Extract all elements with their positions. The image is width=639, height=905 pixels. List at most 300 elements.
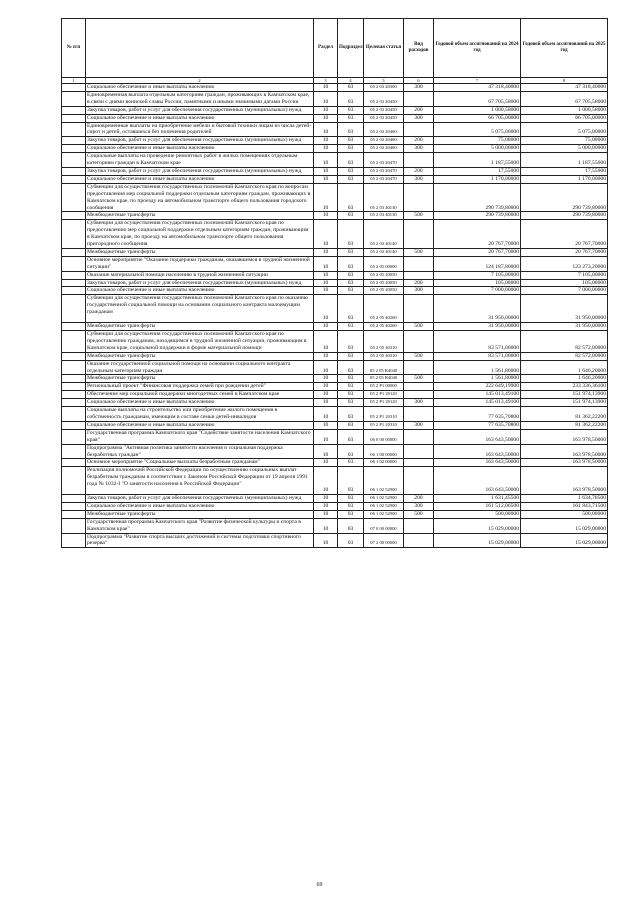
subsection-cell: 03 (338, 429, 364, 444)
amount-2024-cell: 290 739,80000 (434, 183, 521, 212)
subsection-cell: 03 (338, 502, 364, 510)
row-number-cell (62, 122, 86, 137)
amount-2024-cell: 83 571,00000 (434, 352, 521, 360)
target-article-cell: 05 2 P1 20120 (364, 399, 404, 407)
target-article-cell: 05 2 P1 20310 (364, 407, 404, 422)
table-row (62, 407, 608, 422)
table-row (62, 399, 608, 407)
row-number-cell (62, 84, 86, 92)
table-row (62, 220, 608, 249)
table-row (62, 421, 608, 429)
expense-type-cell: 500 (404, 248, 434, 256)
amount-2025-cell: 81 362,22200 (521, 421, 608, 429)
expense-type-cell (404, 407, 434, 422)
table-row (62, 91, 608, 106)
row-number-cell (62, 323, 86, 331)
target-article-cell: 05 2 03 20460 (364, 122, 404, 137)
target-article-cell: 05 2 03 20460 (364, 145, 404, 153)
amount-2025-cell: 290 739,80000 (521, 183, 608, 212)
amount-2025-cell: 500,00000 (521, 510, 608, 518)
table-row (62, 502, 608, 510)
amount-2025-cell: 7 000,00000 (521, 287, 608, 295)
item-name-cell: Государственная программа Камчатского края "Развитие физической культуры и спорта в Камчатском крае" (86, 518, 314, 533)
section-cell: 10 (314, 495, 338, 503)
item-name-cell: Межбюджетные трансферты (86, 352, 314, 360)
expense-type-cell: 200 (404, 106, 434, 114)
table-row (62, 391, 608, 399)
section-cell: 10 (314, 271, 338, 279)
expense-type-cell: 300 (404, 145, 434, 153)
table-body (62, 84, 608, 548)
amount-2025-cell: 151 974,13900 (521, 399, 608, 407)
row-number-cell (62, 360, 86, 375)
section-cell: 10 (314, 518, 338, 533)
amount-2024-cell: 67 705,58000 (434, 91, 521, 106)
section-cell: 10 (314, 220, 338, 249)
section-cell: 10 (314, 421, 338, 429)
amount-2024-cell: 31 950,00000 (434, 323, 521, 331)
amount-2024-cell: 7 105,00000 (434, 271, 521, 279)
subsection-cell: 03 (338, 459, 364, 467)
item-name-cell: Субвенции для осуществления государственных полномочий Камчатского края по вопросам предоставления мер социальной поддержки отдельным категориям граждан, проживающих в Камчатском крае, по проезду на автомобильном транспорте общего пользования городского сообщения (86, 183, 314, 212)
section-cell: 10 (314, 122, 338, 137)
amount-2024-cell: 290 739,80000 (434, 212, 521, 220)
table-row (62, 331, 608, 353)
subsection-cell: 03 (338, 114, 364, 122)
item-name-cell: Социальное обеспечение и иные выплаты населению (86, 502, 314, 510)
subsection-cell: 03 (338, 167, 364, 175)
row-number-cell (62, 137, 86, 145)
row-number-cell (62, 106, 86, 114)
target-article-cell: 05 2 03 40130 (364, 212, 404, 220)
col-number: 4 (338, 78, 364, 84)
amount-2024-cell: 75,00000 (434, 137, 521, 145)
item-name-cell: Межбюджетные трансферты (86, 510, 314, 518)
expense-type-cell: 300 (404, 114, 434, 122)
target-article-cell: 05 2 03 40130 (364, 183, 404, 212)
section-cell: 10 (314, 502, 338, 510)
subsection-cell: 03 (338, 271, 364, 279)
amount-2024-cell: 163 643,50000 (434, 444, 521, 459)
subsection-cell: 03 (338, 352, 364, 360)
col-number: 1 (62, 78, 86, 84)
table-row (62, 295, 608, 323)
expense-type-cell (404, 360, 434, 375)
section-cell: 10 (314, 287, 338, 295)
subsection-cell: 03 (338, 84, 364, 92)
subsection-cell: 03 (338, 407, 364, 422)
section-cell: 10 (314, 91, 338, 106)
item-name-cell: Социальное обеспечение и иные выплаты населению (86, 175, 314, 183)
row-number-cell (62, 467, 86, 495)
item-name-cell: Социальные выплаты на проведение ремонтных работ в жилых помещениях отдельным категориям граждан в Камчатском крае (86, 153, 314, 168)
target-article-cell: 05 2 05 20050 (364, 287, 404, 295)
row-number-cell (62, 271, 86, 279)
subsection-cell: 03 (338, 175, 364, 183)
col-header-num: № п/п (62, 19, 86, 78)
amount-2024-cell: 5 000,00000 (434, 145, 521, 153)
subsection-cell: 03 (338, 360, 364, 375)
subsection-cell: 03 (338, 444, 364, 459)
table-row (62, 510, 608, 518)
target-article-cell: 06 1 00 00000 (364, 444, 404, 459)
item-name-cell: Социальные выплаты на строительство или приобретение жилого помещения в собственность гражданам, имеющим в составе семьи детей-инвалидов (86, 407, 314, 422)
target-article-cell: 06 1 02 52900 (364, 495, 404, 503)
target-article-cell: 05 2 03 20450 (364, 114, 404, 122)
expense-type-cell: 500 (404, 323, 434, 331)
subsection-cell: 03 (338, 106, 364, 114)
section-cell: 10 (314, 279, 338, 287)
section-cell: 10 (314, 444, 338, 459)
row-number-cell (62, 256, 86, 271)
target-article-cell: 05 2 03 20470 (364, 167, 404, 175)
section-cell: 10 (314, 256, 338, 271)
amount-2024-cell: 500,00000 (434, 510, 521, 518)
row-number-cell (62, 495, 86, 503)
target-article-cell: 05 2 05 R4040 (364, 375, 404, 383)
expense-type-cell: 300 (404, 421, 434, 429)
expense-type-cell (404, 518, 434, 533)
item-name-cell: Реализация полномочий Российской Федерации по осуществлению социальных выплат безработным гражданам в соответствии с Законом Российской Федерации от 19 апреля 1991 года № 1032-I "О занятости населения в Российской Федерации" (86, 467, 314, 495)
table-row (62, 495, 608, 503)
expense-type-cell: 200 (404, 495, 434, 503)
amount-2025-cell: 1 646,20000 (521, 360, 608, 375)
expense-type-cell: 200 (404, 167, 434, 175)
table-row (62, 167, 608, 175)
section-cell: 10 (314, 459, 338, 467)
target-article-cell: 05 2 03 20470 (364, 175, 404, 183)
row-number-cell (62, 114, 86, 122)
amount-2024-cell: 15 029,00000 (434, 518, 521, 533)
subsection-cell: 03 (338, 391, 364, 399)
subsection-cell: 03 (338, 145, 364, 153)
table-row (62, 137, 608, 145)
item-name-cell: Социальное обеспечение и иные выплаты населению (86, 84, 314, 92)
section-cell: 10 (314, 137, 338, 145)
amount-2024-cell: 5 075,00000 (434, 122, 521, 137)
amount-2024-cell: 161 512,06500 (434, 502, 521, 510)
amount-2024-cell: 163 643,50000 (434, 429, 521, 444)
col-header-subsection: Подраздел (338, 19, 364, 78)
row-number-cell (62, 518, 86, 533)
amount-2025-cell: 5 000,00000 (521, 145, 608, 153)
table-row (62, 383, 608, 391)
amount-2024-cell: 83 571,00000 (434, 331, 521, 353)
expense-type-cell: 300 (404, 84, 434, 92)
amount-2024-cell: 145 013,49100 (434, 391, 521, 399)
row-number-cell (62, 421, 86, 429)
target-article-cell: 06 1 02 00000 (364, 459, 404, 467)
amount-2025-cell: 161 843,71500 (521, 502, 608, 510)
expense-type-cell: 300 (404, 502, 434, 510)
item-name-cell: Закупка товаров, работ и услуг для обеспечения государственных (муниципальных) нужд (86, 137, 314, 145)
target-article-cell: 05 2 03 40140 (364, 220, 404, 249)
expense-type-cell (404, 459, 434, 467)
expense-type-cell (404, 429, 434, 444)
row-number-cell (62, 533, 86, 548)
target-article-cell: 06 0 00 00000 (364, 429, 404, 444)
amount-2024-cell: 1 170,00000 (434, 175, 521, 183)
subsection-cell: 03 (338, 212, 364, 220)
amount-2025-cell: 163 978,50000 (521, 459, 608, 467)
col-number: 2 (86, 78, 314, 84)
table-row (62, 84, 608, 92)
section-cell: 10 (314, 84, 338, 92)
amount-2025-cell: 75,00000 (521, 137, 608, 145)
subsection-cell: 03 (338, 421, 364, 429)
target-article-cell: 05 2 03 20460 (364, 137, 404, 145)
amount-2024-cell: 20 767,70000 (434, 248, 521, 256)
section-cell: 10 (314, 167, 338, 175)
expense-type-cell: 200 (404, 137, 434, 145)
target-article-cell: 06 1 02 52900 (364, 502, 404, 510)
section-cell: 10 (314, 145, 338, 153)
section-cell: 10 (314, 383, 338, 391)
target-article-cell: 07 0 00 00000 (364, 518, 404, 533)
amount-2024-cell: 7 000,00000 (434, 287, 521, 295)
item-name-cell: Субвенции для осуществления государственных полномочий Камчатского края по оказанию государственной социальной помощи на основании социального контракта малоимущим гражданам (86, 295, 314, 323)
subsection-cell: 03 (338, 510, 364, 518)
item-name-cell: Основное мероприятие "Оказание поддержки гражданам, оказавшимся в трудной жизненной ситуации" (86, 256, 314, 271)
section-cell: 10 (314, 360, 338, 375)
expense-type-cell: 200 (404, 279, 434, 287)
row-number-cell (62, 220, 86, 249)
expense-type-cell (404, 220, 434, 249)
amount-2024-cell: 20 767,70000 (434, 220, 521, 249)
table-row (62, 153, 608, 168)
col-header-2025: Годовой объем ассигнований на 2025 год (521, 19, 608, 78)
subsection-cell: 03 (338, 295, 364, 323)
target-article-cell: 05 2 03 20450 (364, 106, 404, 114)
target-article-cell: 05 2 03 20470 (364, 153, 404, 168)
section-cell: 10 (314, 391, 338, 399)
target-article-cell: 05 2 P1 20120 (364, 391, 404, 399)
amount-2025-cell: 123 273,20000 (521, 256, 608, 271)
section-cell: 10 (314, 510, 338, 518)
item-name-cell: Подпрограмма "Развитие спорта высших достижений и системы подготовки спортивного резерва" (86, 533, 314, 548)
section-cell: 10 (314, 399, 338, 407)
subsection-cell: 03 (338, 183, 364, 212)
table-row (62, 248, 608, 256)
table-row (62, 106, 608, 114)
target-article-cell: 05 2 03 20450 (364, 91, 404, 106)
amount-2025-cell: 105,00000 (521, 279, 608, 287)
section-cell: 10 (314, 106, 338, 114)
section-cell: 10 (314, 212, 338, 220)
expense-type-cell: 500 (404, 375, 434, 383)
expense-type-cell (404, 271, 434, 279)
col-header-exp-type: Вид расходов (404, 19, 434, 78)
col-header-name (86, 19, 314, 78)
row-number-cell (62, 331, 86, 353)
amount-2025-cell: 82 572,00000 (521, 331, 608, 353)
item-name-cell: Субвенции для осуществления государственных полномочий Камчатского края по предоставлению мер социальной поддержки отдельным категориям граждан, проживающим в Камчатском крае, по проезду на автомобильном транспорте общего пользования пригородного сообщения (86, 220, 314, 249)
amount-2024-cell: 145 013,49100 (434, 399, 521, 407)
subsection-cell: 03 (338, 331, 364, 353)
amount-2024-cell: 66 705,00000 (434, 114, 521, 122)
target-article-cell: 05 2 P1 20310 (364, 421, 404, 429)
row-number-cell (62, 212, 86, 220)
subsection-cell: 03 (338, 495, 364, 503)
amount-2025-cell: 163 978,50000 (521, 429, 608, 444)
amount-2025-cell: 1 634,78500 (521, 495, 608, 503)
item-name-cell: Единовременная выплата отдельным категориям граждан, проживающих в Камчатском крае, в связи с днями воинской славы России, памятными и иными значимыми датами России (86, 91, 314, 106)
col-header-target: Целевая статья (364, 19, 404, 78)
row-number-cell (62, 248, 86, 256)
item-name-cell: Региональный проект "Финансовая поддержка семей при рождении детей" (86, 383, 314, 391)
item-name-cell: Оказание материальной помощи населению в трудной жизненной ситуации (86, 271, 314, 279)
expense-type-cell (404, 467, 434, 495)
subsection-cell: 03 (338, 248, 364, 256)
expense-type-cell (404, 391, 434, 399)
amount-2025-cell: 81 362,22200 (521, 407, 608, 422)
item-name-cell: Межбюджетные трансферты (86, 323, 314, 331)
item-name-cell: Единовременные выплаты на приобретение мебели и бытовой техники лицам из числа детей-сирот и детей, оставшихся без попечения родителей (86, 122, 314, 137)
table-header-row (62, 19, 608, 78)
amount-2025-cell: 47 318,40000 (521, 84, 608, 92)
expense-type-cell: 500 (404, 212, 434, 220)
item-name-cell: Закупка товаров, работ и услуг для обеспечения государственных (муниципальных) нужд (86, 106, 314, 114)
expense-type-cell (404, 91, 434, 106)
table-row (62, 256, 608, 271)
section-cell: 10 (314, 114, 338, 122)
row-number-cell (62, 502, 86, 510)
amount-2025-cell: 290 739,80000 (521, 212, 608, 220)
col-number: 6 (404, 78, 434, 84)
subsection-cell: 03 (338, 122, 364, 137)
col-number: 5 (364, 78, 404, 84)
col-number: 7 (434, 78, 521, 84)
item-name-cell: Закупка товаров, работ и услуг для обеспечения государственных (муниципальных) нужд (86, 495, 314, 503)
row-number-cell (62, 429, 86, 444)
table-row (62, 459, 608, 467)
expense-type-cell (404, 383, 434, 391)
page-number: 69 (316, 882, 323, 888)
amount-2025-cell: 15 029,00000 (521, 518, 608, 533)
amount-2025-cell: 66 705,00000 (521, 114, 608, 122)
row-number-cell (62, 183, 86, 212)
col-header-section: Раздел (314, 19, 338, 78)
expense-type-cell (404, 153, 434, 168)
amount-2025-cell: 17,55000 (521, 167, 608, 175)
item-name-cell: Подпрограмма "Активная политика занятости населения и социальная поддержка безработных граждан" (86, 444, 314, 459)
target-article-cell: 05 2 05 20050 (364, 279, 404, 287)
amount-2025-cell: 1 170,00000 (521, 175, 608, 183)
expense-type-cell (404, 256, 434, 271)
item-name-cell: Межбюджетные трансферты (86, 375, 314, 383)
row-number-cell (62, 444, 86, 459)
table-row (62, 212, 608, 220)
table-row (62, 114, 608, 122)
amount-2025-cell: 31 950,00000 (521, 295, 608, 323)
amount-2024-cell: 1 561,80000 (434, 375, 521, 383)
table-row (62, 352, 608, 360)
target-article-cell: 05 2 03 20300 (364, 84, 404, 92)
table-row (62, 518, 608, 533)
target-article-cell: 05 2 05 40260 (364, 323, 404, 331)
target-article-cell: 05 2 05 00000 (364, 256, 404, 271)
table-row (62, 122, 608, 137)
section-cell: 10 (314, 331, 338, 353)
section-cell: 10 (314, 352, 338, 360)
subsection-cell: 03 (338, 467, 364, 495)
expense-type-cell (404, 183, 434, 212)
amount-2025-cell: 163 978,50000 (521, 444, 608, 459)
expense-type-cell: 300 (404, 287, 434, 295)
expense-type-cell (404, 331, 434, 353)
row-number-cell (62, 167, 86, 175)
amount-2025-cell: 233 336,36100 (521, 383, 608, 391)
amount-2025-cell: 67 705,58000 (521, 91, 608, 106)
table-row (62, 375, 608, 383)
item-name-cell: Основное мероприятие "Социальные выплаты безработным гражданам" (86, 459, 314, 467)
amount-2025-cell: 20 767,70000 (521, 248, 608, 256)
col-number: 3 (314, 78, 338, 84)
amount-2025-cell: 5 075,00000 (521, 122, 608, 137)
amount-2025-cell: 1 646,20000 (521, 375, 608, 383)
item-name-cell: Обеспечение мер социальной поддержки многодетных семей в Камчатском крае (86, 391, 314, 399)
table-row (62, 279, 608, 287)
amount-2025-cell: 7 105,00000 (521, 271, 608, 279)
section-cell: 10 (314, 323, 338, 331)
target-article-cell: 05 2 05 20050 (364, 271, 404, 279)
amount-2024-cell: 222 649,19900 (434, 383, 521, 391)
row-number-cell (62, 407, 86, 422)
expense-type-cell (404, 533, 434, 548)
item-name-cell: Межбюджетные трансферты (86, 212, 314, 220)
section-cell: 10 (314, 295, 338, 323)
row-number-cell (62, 153, 86, 168)
subsection-cell: 03 (338, 323, 364, 331)
row-number-cell (62, 352, 86, 360)
target-article-cell: 06 1 02 52900 (364, 467, 404, 495)
subsection-cell: 03 (338, 287, 364, 295)
item-name-cell: Оказание государственной социальной помощи на основании социального контракта отдельным категориям граждан (86, 360, 314, 375)
target-article-cell: 06 1 02 52900 (364, 510, 404, 518)
row-number-cell (62, 287, 86, 295)
section-cell: 10 (314, 248, 338, 256)
table-row (62, 183, 608, 212)
row-number-cell (62, 375, 86, 383)
row-number-cell (62, 145, 86, 153)
subsection-cell: 03 (338, 220, 364, 249)
row-number-cell (62, 510, 86, 518)
amount-2024-cell: 1 000,58000 (434, 106, 521, 114)
amount-2025-cell: 151 974,13900 (521, 391, 608, 399)
expense-type-cell: 300 (404, 175, 434, 183)
section-cell: 10 (314, 533, 338, 548)
row-number-cell (62, 279, 86, 287)
target-article-cell: 07 2 00 00000 (364, 533, 404, 548)
amount-2025-cell: 1 000,58000 (521, 106, 608, 114)
table-row (62, 467, 608, 495)
expense-type-cell: 500 (404, 352, 434, 360)
subsection-cell: 03 (338, 256, 364, 271)
budget-table (61, 18, 608, 548)
table-row (62, 145, 608, 153)
target-article-cell: 05 2 P1 00000 (364, 383, 404, 391)
item-name-cell: Социальное обеспечение и иные выплаты населению (86, 287, 314, 295)
row-number-cell (62, 399, 86, 407)
table-row (62, 429, 608, 444)
subsection-cell: 03 (338, 279, 364, 287)
amount-2024-cell: 105,00000 (434, 279, 521, 287)
amount-2024-cell: 77 635,70800 (434, 421, 521, 429)
amount-2025-cell: 82 572,00000 (521, 352, 608, 360)
table-row (62, 533, 608, 548)
table-row (62, 271, 608, 279)
section-cell: 10 (314, 175, 338, 183)
